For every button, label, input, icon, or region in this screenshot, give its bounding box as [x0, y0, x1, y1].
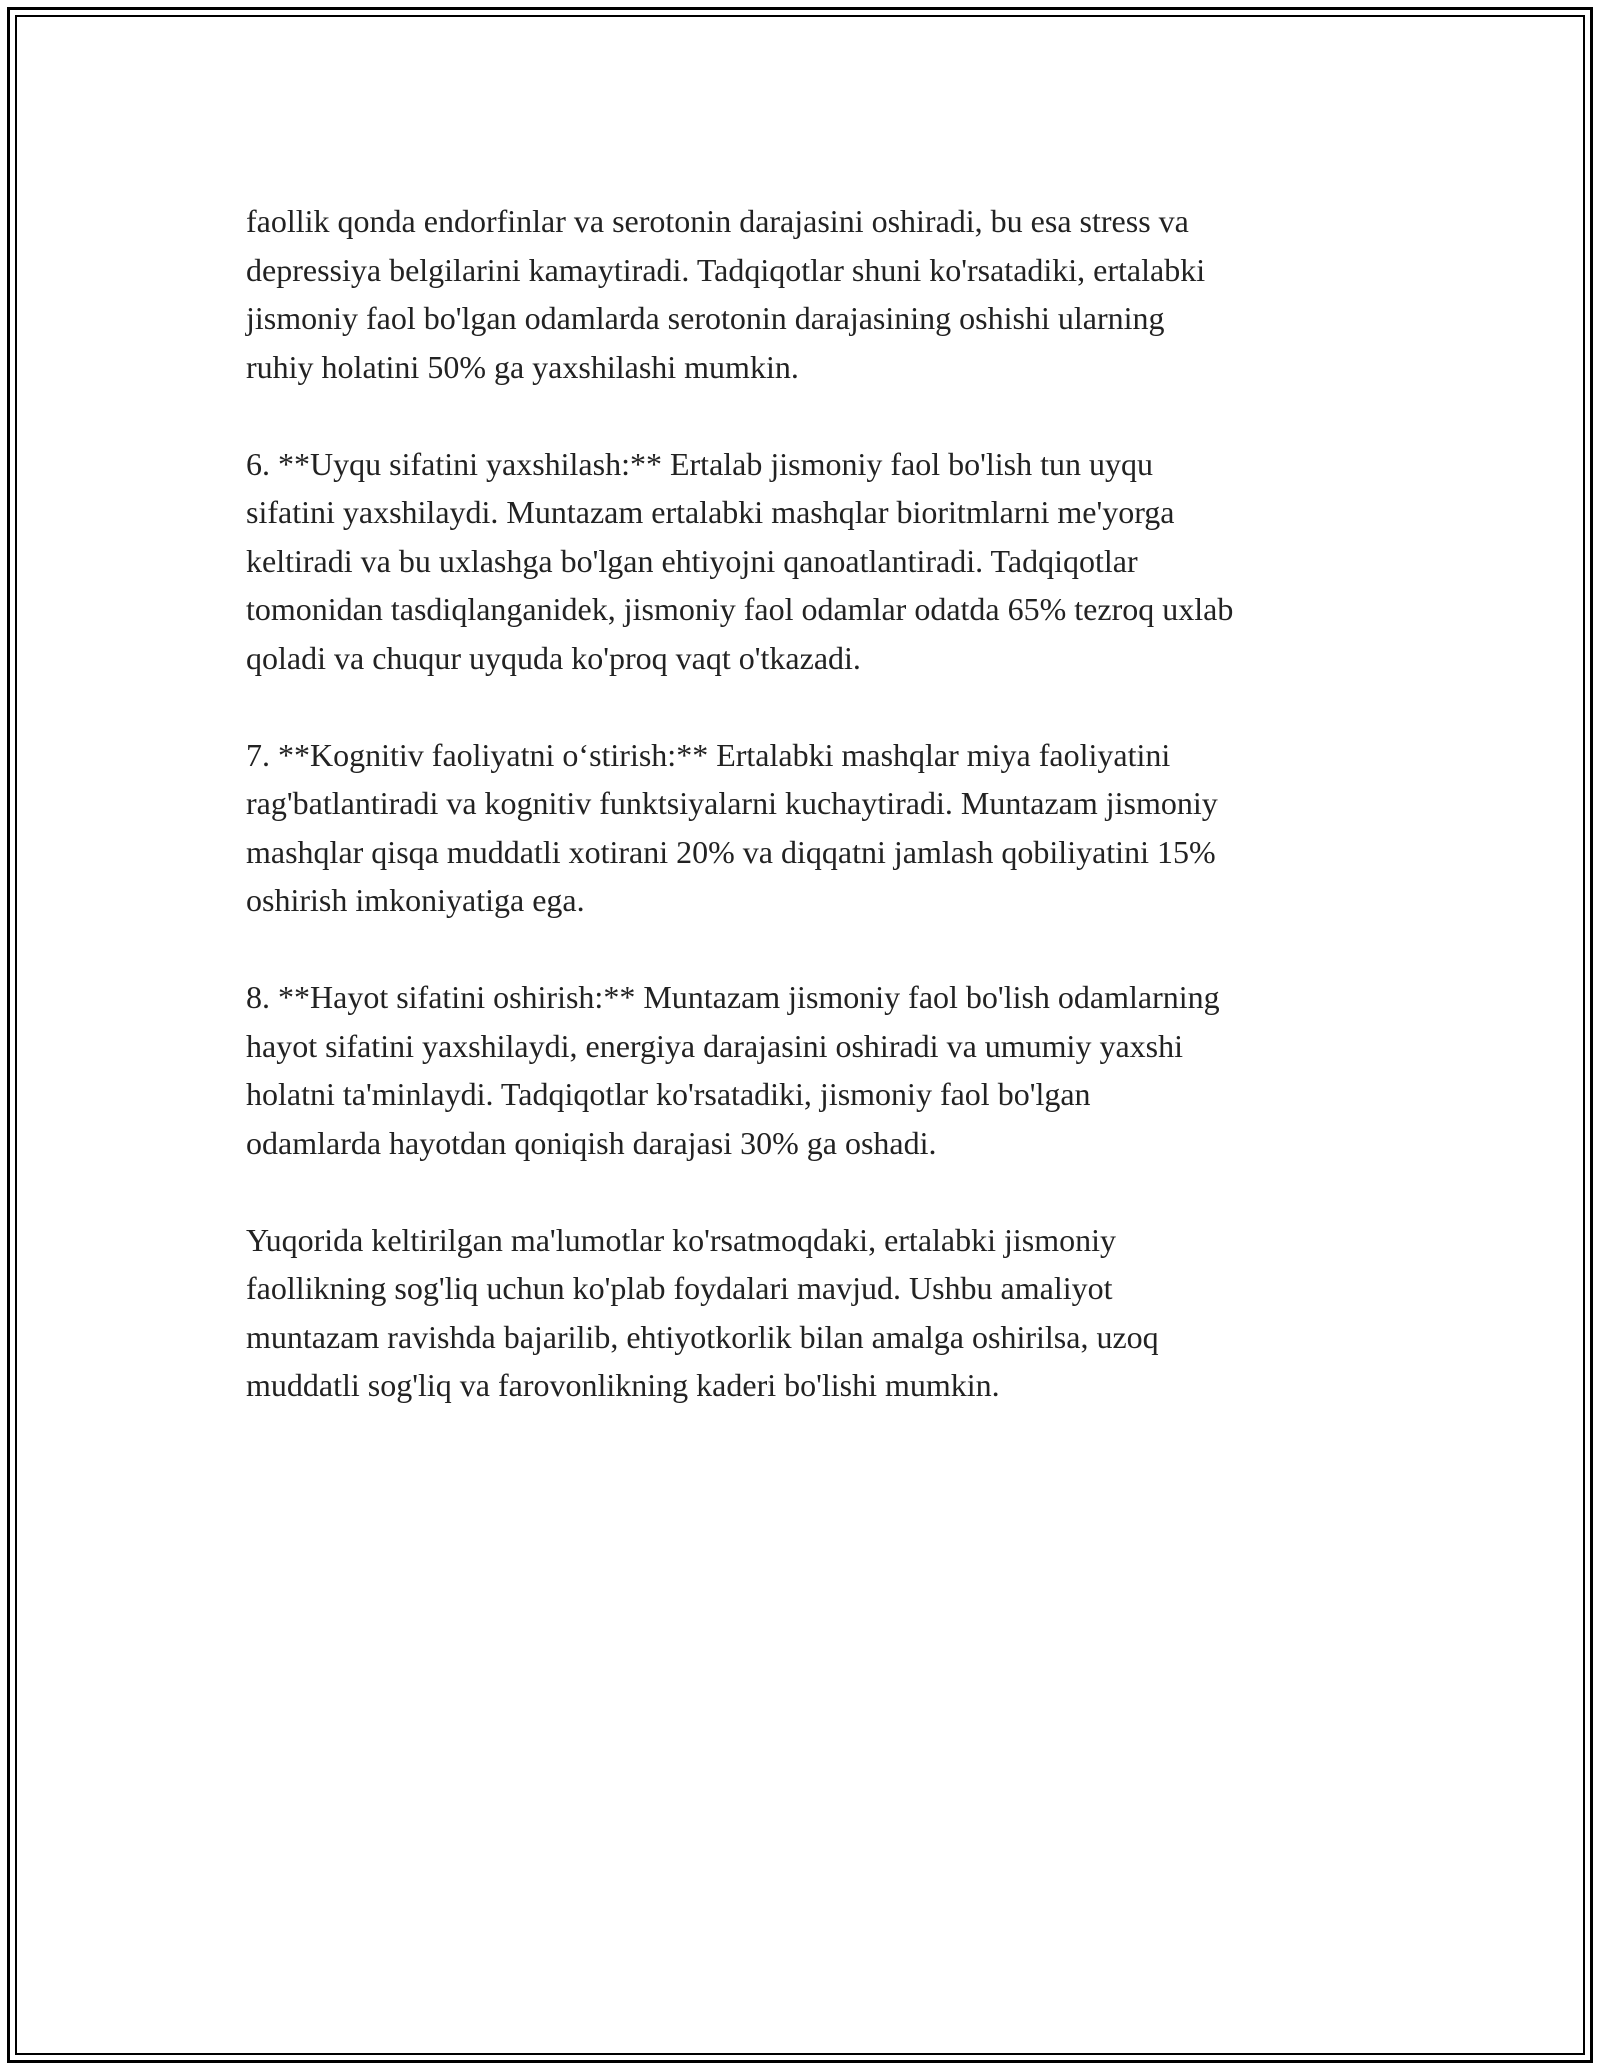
paragraph-item-7-cognitive-activity: 7. **Kognitiv faoliyatni o‘stirish:** Ertalabki mashqlar miya faoliyatini rag'batlantiradi va kognitiv funktsiyalarni kuchaytiradi. Muntazam jismoniy mashqlar qisqa muddatli xotirani 20% va diqqatni jamlash qobiliyatini 15% oshirish imkoniyatiga ega.	[246, 736, 1218, 918]
paragraph-item-6-sleep-quality: 6. **Uyqu sifatini yaxshilash:** Ertalab jismoniy faol bo'lish tun uyqu sifatini yaxshilaydi. Muntazam ertalabki mashqlar bioritmlarni me'yorga keltiradi va bu uxlashga bo'lgan ehtiyojni qanoatlantiradi. Tadqiqotlar tomonidan tasdiqlanganidek, jismoniy faol odamlar odatda 65% tezroq uxlab qoladi va chuqur uyquda ko'proq vaqt o'tkazadi.	[246, 445, 1234, 676]
paragraph-intro-continuation: faollik qonda endorfinlar va serotonin darajasini oshiradi, bu esa stress va depressiya belgilarini kamaytiradi. Tadqiqotlar shuni ko'rsatadiki, ertalabki jismoniy faol bo'lgan odamlarda serotonin darajasining oshishi ularning ruhiy holatini 50% ga yaxshilashi mumkin.	[246, 203, 1206, 385]
document-body	[246, 197, 1386, 1458]
page-frame	[7, 7, 1593, 2063]
paragraph-item-8-quality-of-life: 8. **Hayot sifatini oshirish:** Muntazam jismoniy faol bo'lish odamlarning hayot sifatini yaxshilaydi, energiya darajasini oshiradi va umumiy yaxshi holatni ta'minlaydi. Tadqiqotlar ko'rsatadiki, jismoniy faol bo'lgan odamlarda hayotdan qoniqish darajasi 30% ga oshadi.	[246, 979, 1220, 1161]
paragraph-conclusion: Yuqorida keltirilgan ma'lumotlar ko'rsatmoqdaki, ertalabki jismoniy faollikning sog'liq uchun ko'plab foydalari mavjud. Ushbu amaliyot muntazam ravishda bajarilib, ehtiyotkorlik bilan amalga oshirilsa, uzoq muddatli sog'liq va farovonlikning kaderi bo'lishi mumkin.	[246, 1221, 1159, 1403]
